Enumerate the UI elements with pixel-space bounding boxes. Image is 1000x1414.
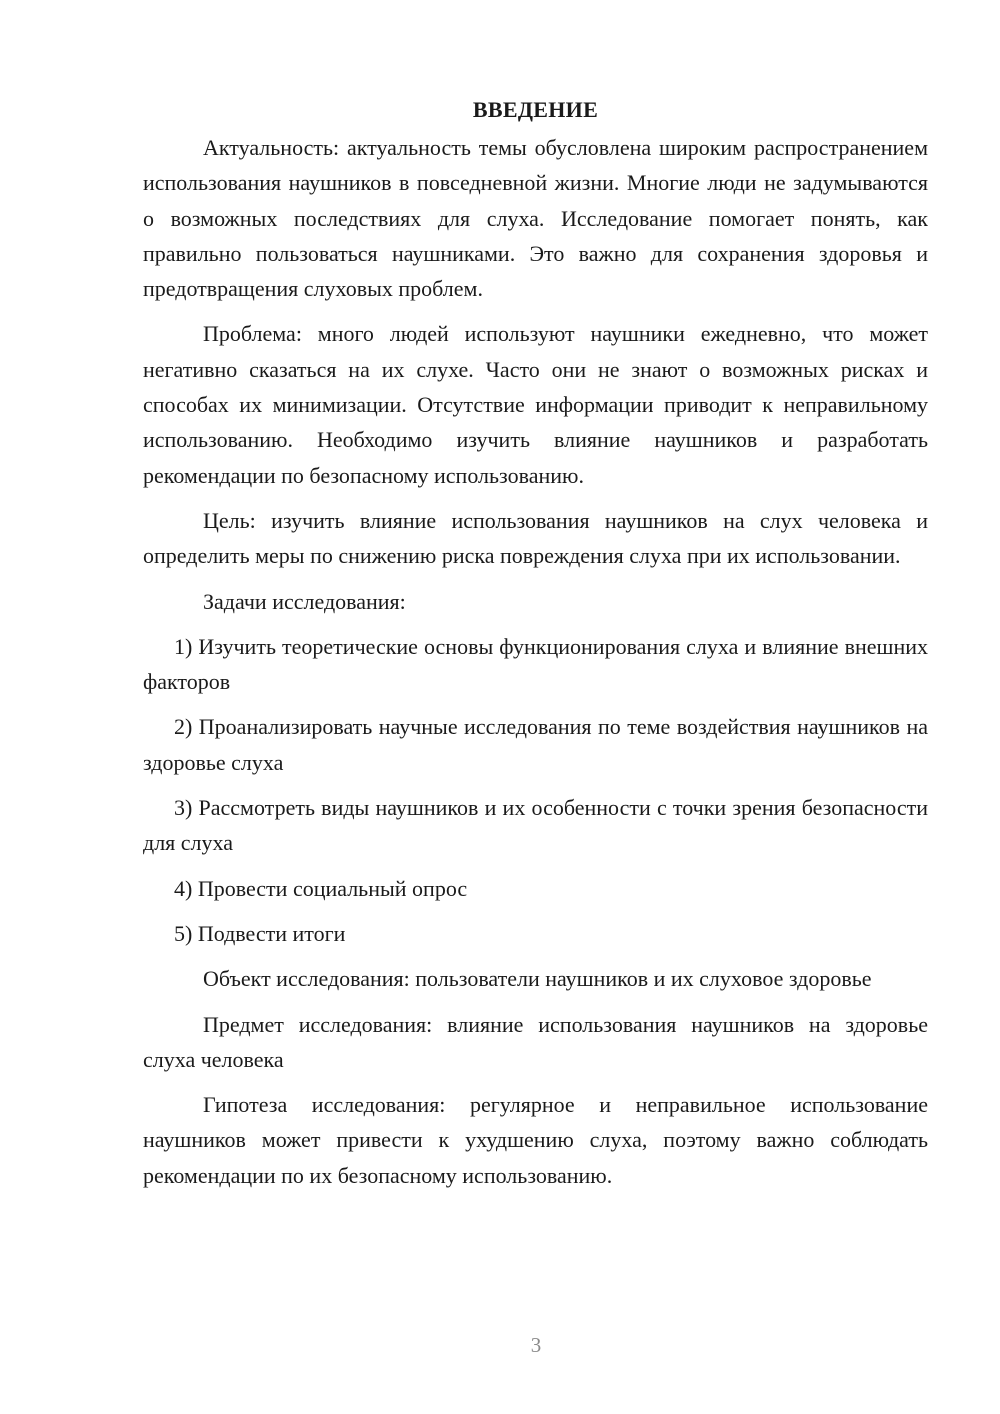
task-item-5: 5) Подвести итоги xyxy=(174,920,346,946)
task-item-2: 2) Проанализировать научные исследования по теме воздействия наушников на здоровье слуха xyxy=(143,714,928,775)
paragraph-problem: Проблема: много людей используют наушники ежедневно, что может негативно сказаться на их слухе. Часто они не знают о возможных рисках и способах их минимизации. Отсутствие информации приводит к неправильному использованию. Необходимо изучить влияние наушников и разработать рекомендации по безопасному использованию. xyxy=(143,321,928,488)
section-title: ВВЕДЕНИЕ xyxy=(472,97,599,122)
task-item-3: 3) Рассмотреть виды наушников и их особенности с точки зрения безопасности для слуха xyxy=(143,795,928,856)
task-item-1: 1) Изучить теоретические основы функционирования слуха и влияние внешних факторов xyxy=(143,633,928,695)
paragraph-object: Объект исследования: пользователи наушников и их слуховое здоровье xyxy=(203,966,872,992)
task-list xyxy=(143,629,928,951)
paragraph-relevance: Актуальность: актуальность темы обусловлена широким распространением использования наушников в повседневной жизни. Многие люди не задумываются о возможных последствиях для слуха. Исследование помогает понять, как правильно пользоваться наушниками. Это важно для сохранения здоровья и предотвращения слуховых проблем. xyxy=(143,135,928,302)
paragraph-goal: Цель: изучить влияние использования наушников на слух человека и определить меры по снижению риска повреждения слуха при их использовании. xyxy=(143,507,928,569)
task-item-4: 4) Провести социальный опрос xyxy=(174,875,468,901)
paragraph-hypothesis: Гипотеза исследования: регулярное и неправильное использование наушников может привести к ухудшению слуха, поэтому важно соблюдать рекомендации по их безопасному использованию. xyxy=(143,1092,928,1188)
document-page xyxy=(143,92,928,1203)
paragraph-subject: Предмет исследования: влияние использования наушников на здоровье слуха человека xyxy=(143,1011,928,1072)
page-number: 3 xyxy=(530,1333,542,1357)
paragraph-tasks-heading: Задачи исследования: xyxy=(203,588,406,614)
